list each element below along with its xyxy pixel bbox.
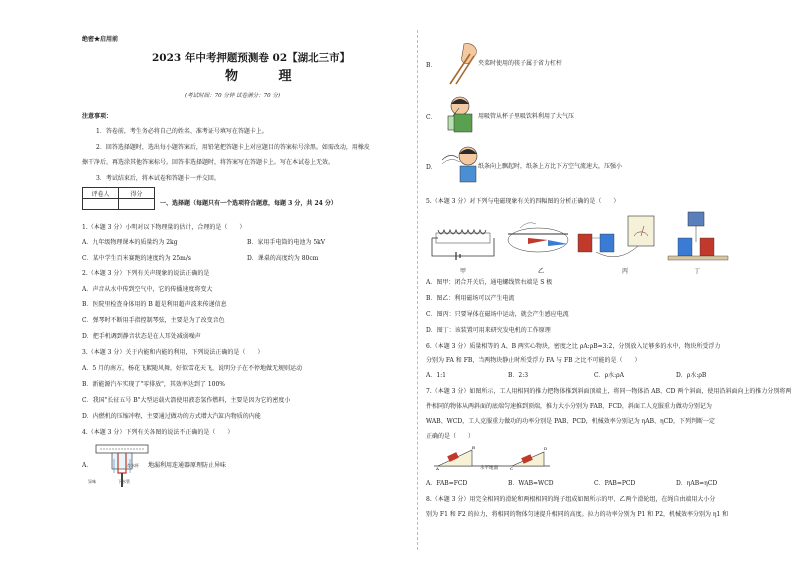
question-8-line: 别为 F1 和 F2 的拉力，将相同的物体匀速提升相同的高度。拉力的功率分别为 P1 和 P2，机械效率分别为 η1 和 [426, 511, 729, 518]
option: B．医院里检查身体用的 B 超是利用超声波来传递信息 [82, 301, 227, 308]
question-7-line: 件相同的物体从两斜面的底端匀速推到顶端，推力大小分别为 FAB、FCD，斜面工人克服重力做功分别记为 [426, 403, 712, 410]
option: B．图乙：利用磁场可以产生电流 [426, 295, 515, 302]
svg-text:C: C [510, 466, 514, 470]
option: D．ηAB=ηCD [676, 480, 718, 487]
option: C．PAB=PCD [594, 480, 636, 487]
option-label: D． [426, 164, 437, 171]
option-label: C． [426, 114, 437, 121]
option: D．内燃机的压缩冲程，主要通过做功的方式增大汽缸内物质的内能 [82, 413, 261, 420]
figure-label: 甲 [460, 268, 467, 275]
exam-info: (考试时间：70 分钟 试卷满分：70 分) [185, 93, 281, 99]
subject-title: 物 理 [225, 69, 310, 84]
section-heading: 一、选择题（每题只有一个选项符合题意，每题 3 分，共 24 分） [160, 200, 337, 207]
score-table-cell [119, 199, 155, 210]
option: C．某中学生百米赛跑的速度约为 25m/s [82, 255, 191, 262]
score-table-header-grader: 评卷人 [83, 188, 119, 199]
question-7-line: 正确的是（ ） [426, 433, 475, 440]
question-3-stem: 3.（本题 3 分）关于内能和内能的利用，下列说法正确的是（ ） [82, 349, 264, 356]
figure-label: 丁 [694, 268, 701, 275]
motor-figure [668, 212, 728, 260]
drain-tag-cup: 存水杯 [127, 463, 139, 468]
column-divider [417, 30, 418, 550]
question-5-stem: 5.（本题 3 分）对下列与电磁现象有关的四幅图的分析正确的是（ ） [426, 198, 620, 205]
score-table-cell [83, 199, 119, 210]
question-7-line: WAB、WCD，工人克服重力做功的功率分别是 PAB、PCD，机械效率分别记为 ηAB、ηCD，下列判断一定 [426, 418, 715, 425]
question-1-stem: 1.（本题 3 分）小明对以下物理量的估计，合理的是（ ） [82, 224, 246, 231]
right-column [426, 0, 792, 562]
question-4-stem: 4.（本题 3 分）下列有关各图的说法不正确的是（ ） [82, 429, 234, 436]
exam-title: 2023 年中考押题预测卷 02【湖北三市】 [152, 52, 351, 64]
option: A．FAB=FCD [426, 480, 468, 487]
option: C．图丙：只要导体在磁场中运动，就会产生感应电流 [426, 311, 569, 318]
option-label: B． [426, 62, 437, 69]
straw-drink-illustration [440, 94, 476, 134]
question-6-line: 6.（本题 3 分）质量相等的 A、B 两实心物块，密度之比 ρA:ρB=3:2，分别放入足够多的水中，物块所受浮力 [426, 343, 721, 350]
electromagnetism-figures [428, 208, 738, 270]
svg-text:D: D [544, 446, 548, 451]
option-text: 地漏利用连通器原理防止异味 [148, 462, 227, 469]
option: D．ρ水:ρB [676, 372, 707, 379]
option: D．把手机调到静音状态是在人耳处减弱噪声 [82, 333, 201, 340]
figure-label: 丙 [622, 268, 629, 275]
induction-figure [578, 216, 654, 257]
option: D．图丁：该装置可用来研究发电机的工作原理 [426, 327, 551, 334]
score-table [82, 187, 155, 210]
oersted-figure [508, 223, 568, 252]
option: C．ρ水:ρA [594, 372, 625, 379]
svg-text:B: B [472, 445, 475, 450]
svg-text:A: A [436, 466, 439, 470]
secret-label: 绝密★启用前 [82, 36, 119, 43]
option: A．1:1 [426, 372, 446, 379]
score-table-header-score: 得分 [119, 188, 155, 199]
question-6-line: 分别为 FA 和 FB，当两物块静止时所受浮力 FA 与 FB 之比不可能的是（ ） [426, 357, 641, 364]
notice-item: 3．考试结束后，将本试卷和答题卡一并交回。 [96, 175, 220, 182]
notice-item: 2．回答选择题时，选出每小题答案后，用铅笔把答题卡上对应题目的答案标号涂黑。如需改动，用橡皮 [96, 144, 370, 151]
option: B．2:3 [508, 372, 529, 379]
question-2-stem: 2.（本题 3 分）下列有关声现象的说法正确的是 [82, 270, 210, 277]
option: C．弹琴时不断用手指控制琴弦，主要是为了改变音色 [82, 317, 225, 324]
option: B．WAB=WCD [508, 480, 554, 487]
option: B．家用手电筒的电池为 5kV [247, 239, 326, 246]
option: B．新能源汽车实现了"零排放"，其效率达到了 100% [82, 381, 225, 388]
question-7-line: 7.（本题 3 分）如图所示，工人用相同的推力把物体推到斜面顶端上，将同一物体沿 AB、CD 两个斜面，使用沿斜面向上的推力分别将两 [426, 388, 792, 395]
option: A．5 月的南方，杨花飞絮随风舞，好似雪花天飞，说明分子在不停地做无规则运动 [82, 365, 303, 372]
option: A．图甲：闭合开关后，通电螺线管右端是 S 极 [426, 279, 553, 286]
notice-item: 擦干净后，再选涂其他答案标号。回答非选择题时，将答案写在答题卡上。写在本试卷上无效。 [82, 159, 335, 166]
drain-tag-odor: 异味 [88, 479, 96, 484]
option-text: 纸条向上飘起时，纸条上方比下方空气流速大，压强小 [478, 163, 623, 170]
drain-tag-pipe: 下水管 [118, 479, 130, 484]
question-8-line: 8.（本题 3 分）用完全相同的滑轮和两根相同的绳子组成如图所示的甲、乙两个滑轮组，在绳自由端用大小分 [426, 496, 716, 503]
figure-label: 乙 [538, 268, 545, 275]
left-column [82, 0, 412, 562]
option-text: 夹菜时使用的筷子属于省力杠杆 [478, 60, 563, 67]
option: C．我国"长征五号 B"大型运载火箭使用液态氢作燃料，主要是因为它的密度小 [82, 397, 291, 404]
option-label: A． [82, 462, 93, 469]
option: A．九年级物理课本的质量约为 2kg [82, 239, 178, 246]
option: A．声音从水中传到空气中，它的传播速度将变大 [82, 286, 213, 293]
ground-label: 水平地面 [480, 466, 498, 471]
option-text: 用吸管从杯子里吸饮料利用了大气压 [478, 113, 575, 120]
option: D．课桌的高度约为 80cm [247, 255, 319, 262]
notice-heading: 注意事项： [82, 113, 113, 120]
notice-item: 1．答卷前，考生务必将自己的姓名、准考证号填写在答题卡上。 [96, 128, 268, 135]
solenoid-figure [432, 230, 494, 260]
